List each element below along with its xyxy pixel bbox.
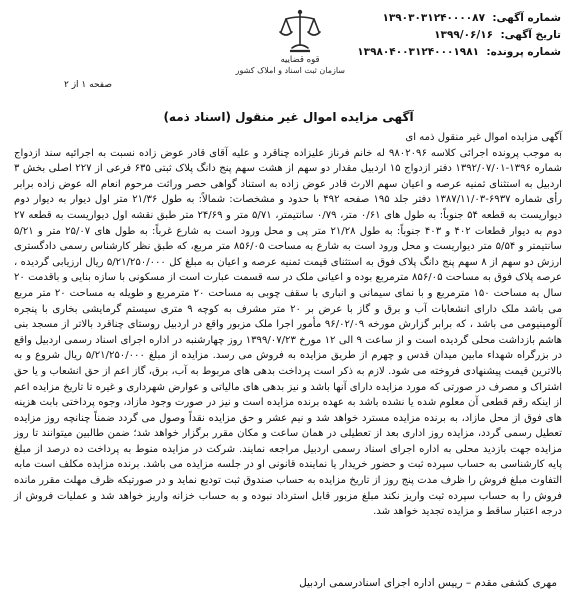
notice-number-label: شماره آگهی: <box>492 12 561 24</box>
notice-number-row <box>361 10 561 27</box>
notice-title: آگهی مزایده اموال غیر منقول (اسناد ذمه) <box>163 110 414 124</box>
notice-date-label: تاریخ آگهی: <box>500 29 561 41</box>
case-number-label: شماره پرونده: <box>486 46 561 58</box>
notice-metadata <box>357 10 561 61</box>
notice-date: ۱۳۹۹/۰۶/۱۶ <box>434 29 494 41</box>
judiciary-emblem <box>235 8 345 75</box>
notice-number: ۱۳۹۰۳۰۳۱۲۴۰۰۰۰۸۷ <box>382 12 485 24</box>
notice-body <box>14 130 562 520</box>
org-subtitle: سازمان ثبت اسناد و املاک کشور <box>235 66 345 75</box>
page-number: صفحه ۱ از ۲ <box>64 80 112 90</box>
signature-line: مهری کشفی مقدم – رییس اداره اجرای اسنادرسمی اردبیل <box>299 577 557 589</box>
case-number: ۱۳۹۸۰۴۰۰۳۱۲۴۰۰۰۱۹۸۱ <box>357 46 480 58</box>
case-number-row <box>357 44 561 61</box>
body-paragraph: به موجب پرونده اجرائی کلاسه ۹۸۰۲۰۹۶ له خانم فرناز علیزاده چناقرد و علیه آقای قادر عوض زاده نسبت به اجرائیه سند ازدواج شماره ۱۳۹۶-۱۳۹۲/۰۷/۰۱ دفتر ازدواج ۱۵ اردبیل مقدار دو سهم از هشت سهم پنج دانگ پلاک ثبتی ۶۳۵ فرعی از ۲۲۷ اصلی بخش ۳ اردبیل به استثنای ثمنیه عرصه و اعیان سهم الارث قادر عوض زاده به استناد گواهی حصر وراثت مرحوم انعام اله عوض زاده برابر رأی شماره ۶۹۳۷-۱۳۸۷/۱۱/۰۳ دفتر جلد ۱۹۵ صفحه ۴۹۲ با حدود و مشخصات: شمالاً: به طول ۲۱/۳۶ متر اول دیوار به دیوار دوم دیواریست به قطعه ۵۴ جنوباً: به طول های ۰/۶۱ متر، ۰/۷۹ سانتیمتر، ۵/۷۱ متر و ۲۴/۶۹ متر طبق نقشه اول دیواریست به قطعه ۲۷ دوم به دیوار قطعات ۴۰۲ و ۴۰۳ جنوباً: به طول ۲۱/۲۸ متر پی و محل ورود است به شارع غرباً: به طول های ۲۵/۰۷ متر و ۵/۲۱ سانتیمتر و ۵/۵۴ متر دیواریست و محل ورود است به شارع به مساحت ۸۵۶/۰۵ متر مربع، که طبق نظر کارشناس رسمی دادگستری ارزش دو سهم از ۸ سهم پنج دانگ پلاک فوق به استثنای قیمت ثمنیه عرصه و اعیان به مبلغ کل ۵/۲۱/۲۵۰/۰۰۰ ریال ارزیابی گردیده ، عرصه پلاک فوق به مساحت ۸۵۶/۰۵ مترمربع بوده و اعیانی ملک در سه قسمت عبارت است از مسکونی با سازه بنایی و باقدمت ۲۰ سال به مساحت ۱۵۰ مترمربع و با نمای سیمانی و انباری با سقف چوبی به مساحت ۲۰ مترمربع و طویله به مساحت ۲۰ متر مربع می باشد ملک دارای انشعابات آب و برق و گاز با عرض بر ۲۰ متر مشرف به کوچه ۹ متری سیستم گرمایشی بخاری با پنجره آلومینیومی می باشد ، که برابر گزارش مورخه ۹۶/۰۲/۰۹ مأمور اجرا ملک مزبور واقع در اردبیل روستای چناقرد بالاتر از مسجد بنی هاشم بازداشت محلی گردیده است و از ساعت ۹ الی ۱۲ مورخ ۱۳۹۹/۰۷/۲۳ روز چهارشنبه در اداره اجرای اسناد رسمی اردبیل واقع در بزرگراه شهداء مابین میدان قدس و چهرم از طریق مزایده به فروش می رسد. مزایده از مبلغ ۵/۲۱/۲۵۰/۰۰۰ ریال شروع و به بالاترین قیمت پیشنهادی فروخته می شود. لازم به ذکر است پرداخت بدهی های مربوط به آب، برق، گاز اعم از حق انشعاب و یا حق اشتراک و مصرف در صورتی که مورد مزایده دارای آنها باشد و نیز بدهی های مالیاتی و عوارض شهرداری و غیره تا تاریخ مزایده اعم از اینکه رقم قطعی آن معلوم شده یا نشده باشد به عهده برنده مزایده است و نیز در صورت وجود مازاد، وجوه پرداختی بابت هزینه های فوق از محل مازاد، به برنده مزایده مسترد خواهد شد و نیم عشر و حق مزایده نقداً وصول می گردد ضمناً چنانچه روز مزایده تعطیل رسمی گردد، مزایده روز اداری بعد از تعطیلی در همان ساعت و مکان مقرر برگزار خواهد شد؛ ضمن طالبین میتوانند تا روز مزایده جهت بازدید محلی به اداره اجرای اسناد رسمی اردبیل مراجعه نمایند. شرکت در مزایده منوط به پرداخت ده درصد از مبلغ پایه کارشناسی به حساب سپرده ثبت و حضور خریدار یا نماینده قانونی او در جلسه مزایده می باشد. برنده مزایده مکلف است مابه التفاوت مبلغ فروش را ظرف مدت پنج روز از تاریخ مزایده به حساب صندوق ثبت تودیع نماید و در صورتیکه ظرف مهلت مقرر مانده فروش را به حساب سپرده ثبت واریز نکند مبلغ مزبور قابل استرداد نبوده و به حساب خزانه واریز خواهد شد و عملیات فروش از درجه اعتبار ساقط و مزایده تجدید خواهد شد. <box>14 147 563 518</box>
scales-emblem-icon <box>278 8 322 54</box>
org-name: قوه قضاییه <box>280 55 320 65</box>
notice-date-row <box>361 27 561 44</box>
opening-line: آگهی مزایده اموال غیر منقول ذمه ای <box>405 132 562 143</box>
